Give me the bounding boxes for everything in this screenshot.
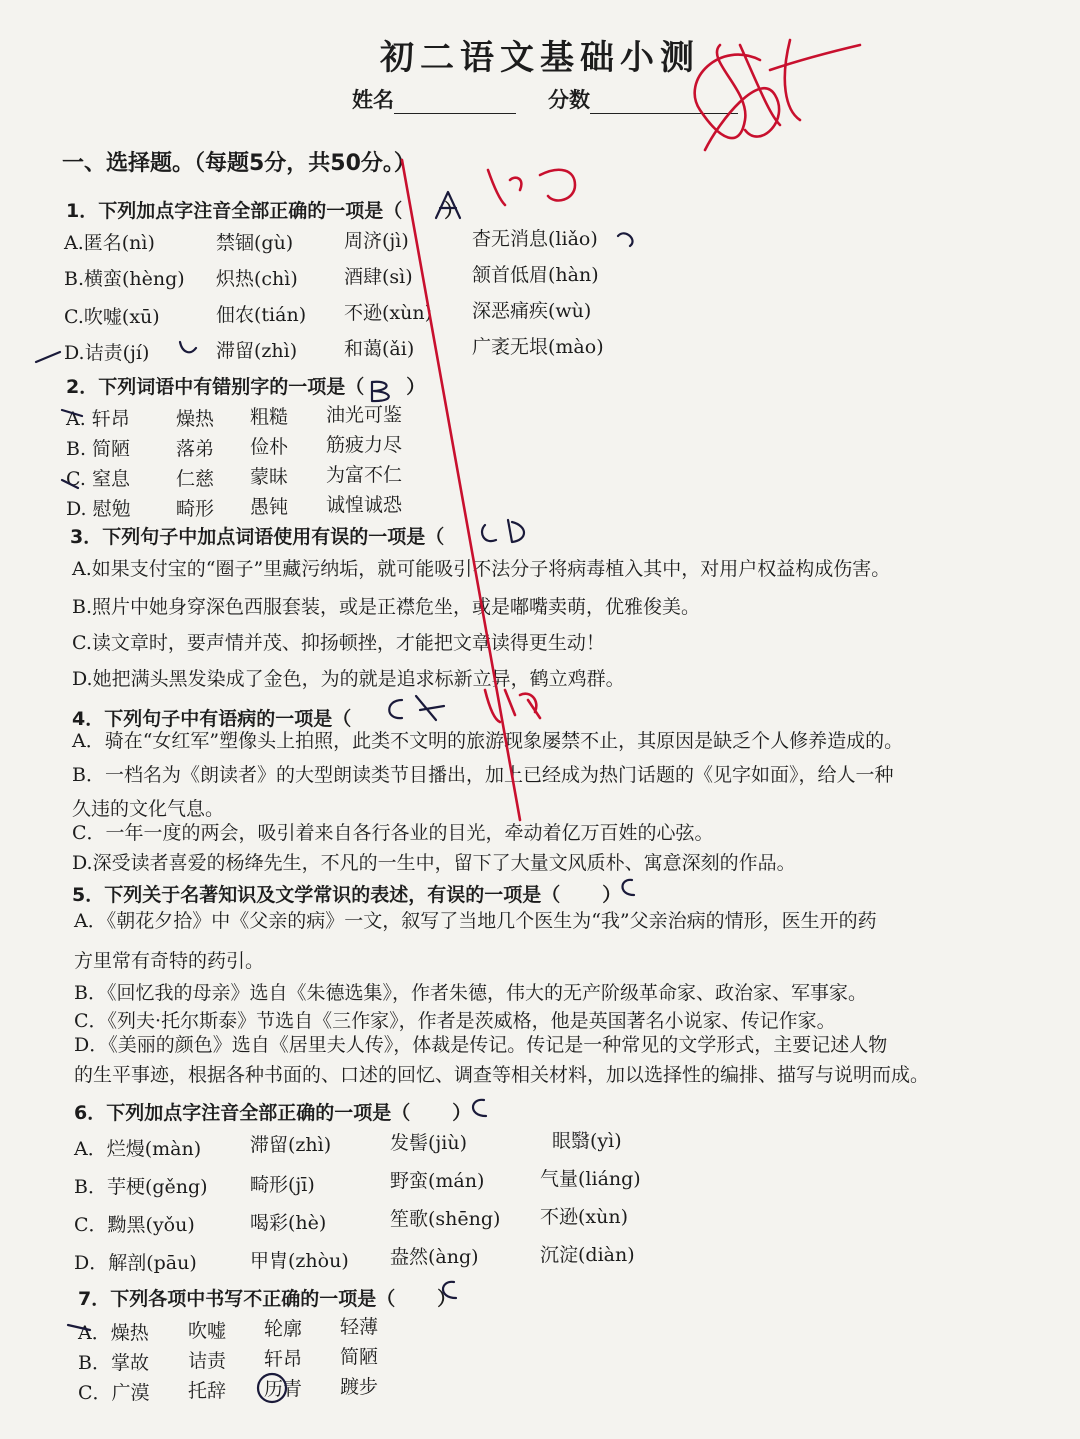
name-blank[interactable] xyxy=(394,91,516,114)
question-4-option-c[interactable]: C．一年一度的两会，吸引着来自各行各业的目光，牵动着亿万百姓的心弦。 xyxy=(72,822,714,844)
question-5-stem xyxy=(72,880,621,907)
question-3-option-a[interactable]: A.如果支付宝的“圈子”里藏污纳垢，就可能吸引不法分子将病毒植入其中，对用户权益构成伤害。 xyxy=(72,558,891,580)
paren: ） xyxy=(444,200,464,222)
question-3-option-b[interactable]: B.照片中她身穿深色西服套装，或是正襟危坐，或是嘟嘴卖萌，优雅俊美。 xyxy=(72,596,701,618)
option-d3: 盎然(àng) xyxy=(390,1246,479,1268)
option-b1[interactable]: B. 简陋 xyxy=(66,438,131,460)
option-d2: 滞留(zhì) xyxy=(216,340,298,362)
score-field[interactable] xyxy=(548,84,738,114)
question-4-text: 4．下列句子中有语病的一项是（ xyxy=(72,708,352,730)
option-b2: 落弟 xyxy=(176,438,215,460)
option-d4: 沉淀(diàn) xyxy=(540,1244,635,1266)
option-a3: 周济(jì) xyxy=(344,230,409,252)
option-d1[interactable]: D. 慰勉 xyxy=(66,498,131,520)
correction-line xyxy=(402,160,520,820)
option-c4: 为富不仁 xyxy=(326,464,403,486)
option-c2: 佃农(tián) xyxy=(216,304,307,326)
question-7-stem xyxy=(78,1284,456,1311)
option-b3: 野蛮(mán) xyxy=(390,1170,485,1192)
question-3-stem xyxy=(70,522,514,549)
option-a1[interactable]: A．烂熳(màn) xyxy=(74,1138,202,1160)
option-d3: 和蔼(ǎi) xyxy=(344,338,415,360)
option-b1[interactable]: B．芋梗(gěng) xyxy=(74,1176,208,1198)
question-4-option-b-cont: 久违的文化气息。 xyxy=(72,798,225,820)
option-a1[interactable]: A.匿名(nì) xyxy=(64,232,155,254)
name-field[interactable] xyxy=(352,84,516,114)
option-d2: 甲胄(zhòu) xyxy=(250,1250,349,1272)
question-5-option-d-cont: 的生平事迹，根据各种书面的、口述的回忆、调查等相关材料，加以选择性的编排、描写与说明而成。 xyxy=(74,1064,930,1086)
option-c3: 蒙昧 xyxy=(250,466,289,488)
question-4-option-a[interactable]: A．骑在“女红军”塑像头上拍照，此类不文明的旅游现象屡禁不止，其原因是缺乏个人修养造成的。 xyxy=(72,730,904,752)
option-b4: 颔首低眉(hàn) xyxy=(472,264,599,286)
option-a4: 杳无消息(liǎo) xyxy=(472,228,598,250)
option-c1[interactable]: C．黝黑(yǒu) xyxy=(74,1214,195,1236)
option-a2: 滞留(zhì) xyxy=(250,1134,332,1156)
paren: ） xyxy=(437,1288,457,1310)
question-7-text: 7．下列各项中书写不正确的一项是（ xyxy=(78,1288,396,1310)
option-b4: 气量(liáng) xyxy=(540,1168,641,1190)
option-a4: 眼翳(yì) xyxy=(552,1130,622,1152)
page-title: 初二语文基础小测 xyxy=(380,38,700,78)
option-a2: 吹嘘 xyxy=(188,1320,227,1342)
option-c1[interactable]: C.吹嘘(xū) xyxy=(64,306,160,328)
question-6-text: 6．下列加点字注音全部正确的一项是（ xyxy=(74,1102,411,1124)
check-mark xyxy=(485,690,540,722)
question-2-stem xyxy=(66,372,425,399)
question-5-text: 5．下列关于名著知识及文学常识的表述，有误的一项是（ xyxy=(72,884,561,906)
option-b1[interactable]: B．掌故 xyxy=(78,1352,149,1374)
question-6-stem xyxy=(74,1098,471,1125)
option-d4: 诚惶诚恐 xyxy=(326,494,403,516)
option-a1[interactable]: A．燥热 xyxy=(78,1322,149,1344)
option-d3: 愚钝 xyxy=(250,496,289,518)
question-4-option-d[interactable]: D.深受读者喜爱的杨绛先生，不凡的一生中，留下了大量文风质朴、寓意深刻的作品。 xyxy=(72,852,796,874)
option-c3: 历青 xyxy=(264,1378,303,1400)
option-a3: 粗糙 xyxy=(250,406,289,428)
option-d1[interactable]: D.诘责(jí) xyxy=(64,342,150,364)
option-b4: 简陋 xyxy=(340,1346,379,1368)
option-b3: 俭朴 xyxy=(250,436,289,458)
paren: ） xyxy=(406,376,426,398)
option-c3: 不逊(xùn) xyxy=(344,302,433,324)
question-1-stem xyxy=(66,196,463,223)
option-c4: 踱步 xyxy=(340,1376,379,1398)
question-1-text: 1．下列加点字注音全部正确的一项是（ xyxy=(66,200,403,222)
question-5-option-a-cont: 方里常有奇特的药引。 xyxy=(74,950,265,972)
option-b1[interactable]: B.横蛮(hèng) xyxy=(64,268,185,290)
option-c2: 仁慈 xyxy=(176,468,215,490)
option-a4: 油光可鉴 xyxy=(326,404,403,426)
paren: ） xyxy=(602,884,622,906)
score-label: 分数 xyxy=(548,88,590,112)
paren: ） xyxy=(452,1102,472,1124)
option-c3: 笙歌(shēng) xyxy=(390,1208,501,1230)
option-a3: 轮廓 xyxy=(264,1318,303,1340)
option-a2: 燥热 xyxy=(176,408,215,430)
option-b4: 筋疲力尽 xyxy=(326,434,403,456)
option-b3: 酒肆(sì) xyxy=(344,266,413,288)
question-3-text: 3．下列句子中加点词语使用有误的一项是（ xyxy=(70,526,445,548)
option-c1[interactable]: C．广漠 xyxy=(78,1382,150,1404)
option-c2: 托辞 xyxy=(188,1380,227,1402)
question-4-option-b[interactable]: B．一档名为《朗读者》的大型朗读类节目播出，加上已经成为热门话题的《见字如面》，给人一种 xyxy=(72,764,894,786)
option-d1[interactable]: D．解剖(pāu) xyxy=(74,1252,197,1274)
option-a1[interactable]: A. 轩昂 xyxy=(66,408,130,430)
question-5-option-b[interactable]: B．《回忆我的母亲》选自《朱德选集》，作者朱德，伟大的无产阶级革命家、政治家、军事家。 xyxy=(74,982,867,1004)
option-a2: 禁锢(gù) xyxy=(216,232,294,254)
option-a3: 发髻(jiù) xyxy=(390,1132,468,1154)
score-blank[interactable] xyxy=(590,91,738,114)
option-b2: 炽热(chì) xyxy=(216,268,298,290)
question-3-option-c[interactable]: C.读文章时，要声情并茂、抑扬顿挫，才能把文章读得更生动！ xyxy=(72,632,605,654)
option-c2: 喝彩(hè) xyxy=(250,1212,327,1234)
question-5-option-a[interactable]: A．《朝花夕拾》中《父亲的病》一文，叙写了当地几个医生为“我”父亲治病的情形，医生开的药 xyxy=(74,910,877,932)
question-5-option-d[interactable]: D．《美丽的颜色》选自《居里夫人传》，体裁是传记。传记是一种常见的文学形式，主要记述人物 xyxy=(74,1034,888,1056)
option-c4: 不逊(xùn) xyxy=(540,1206,629,1228)
option-d4: 广袤无垠(mào) xyxy=(472,336,604,358)
option-a4: 轻薄 xyxy=(340,1316,379,1338)
option-d2: 畸形 xyxy=(176,498,215,520)
section-title: 一、选择题。（每题5分，共50分。） xyxy=(62,151,416,176)
question-2-text: 2．下列词语中有错别字的一项是（ xyxy=(66,376,365,398)
option-b3: 轩昂 xyxy=(264,1348,303,1370)
option-c4: 深恶痛疾(wù) xyxy=(472,300,592,322)
option-b2: 畸形(jī) xyxy=(250,1174,315,1196)
option-c1[interactable]: C. 窒息 xyxy=(66,468,130,490)
check-mark xyxy=(488,170,575,205)
name-label: 姓名 xyxy=(352,88,394,112)
question-5-option-c[interactable]: C．《列夫·托尔斯泰》节选自《三作家》，作者是茨威格，他是英国著名小说家、传记作家。 xyxy=(74,1010,836,1032)
question-3-option-d[interactable]: D.她把满头黑发染成了金色，为的就是追求标新立异，鹤立鸡群。 xyxy=(72,668,625,690)
option-b2: 诘责 xyxy=(188,1350,227,1372)
